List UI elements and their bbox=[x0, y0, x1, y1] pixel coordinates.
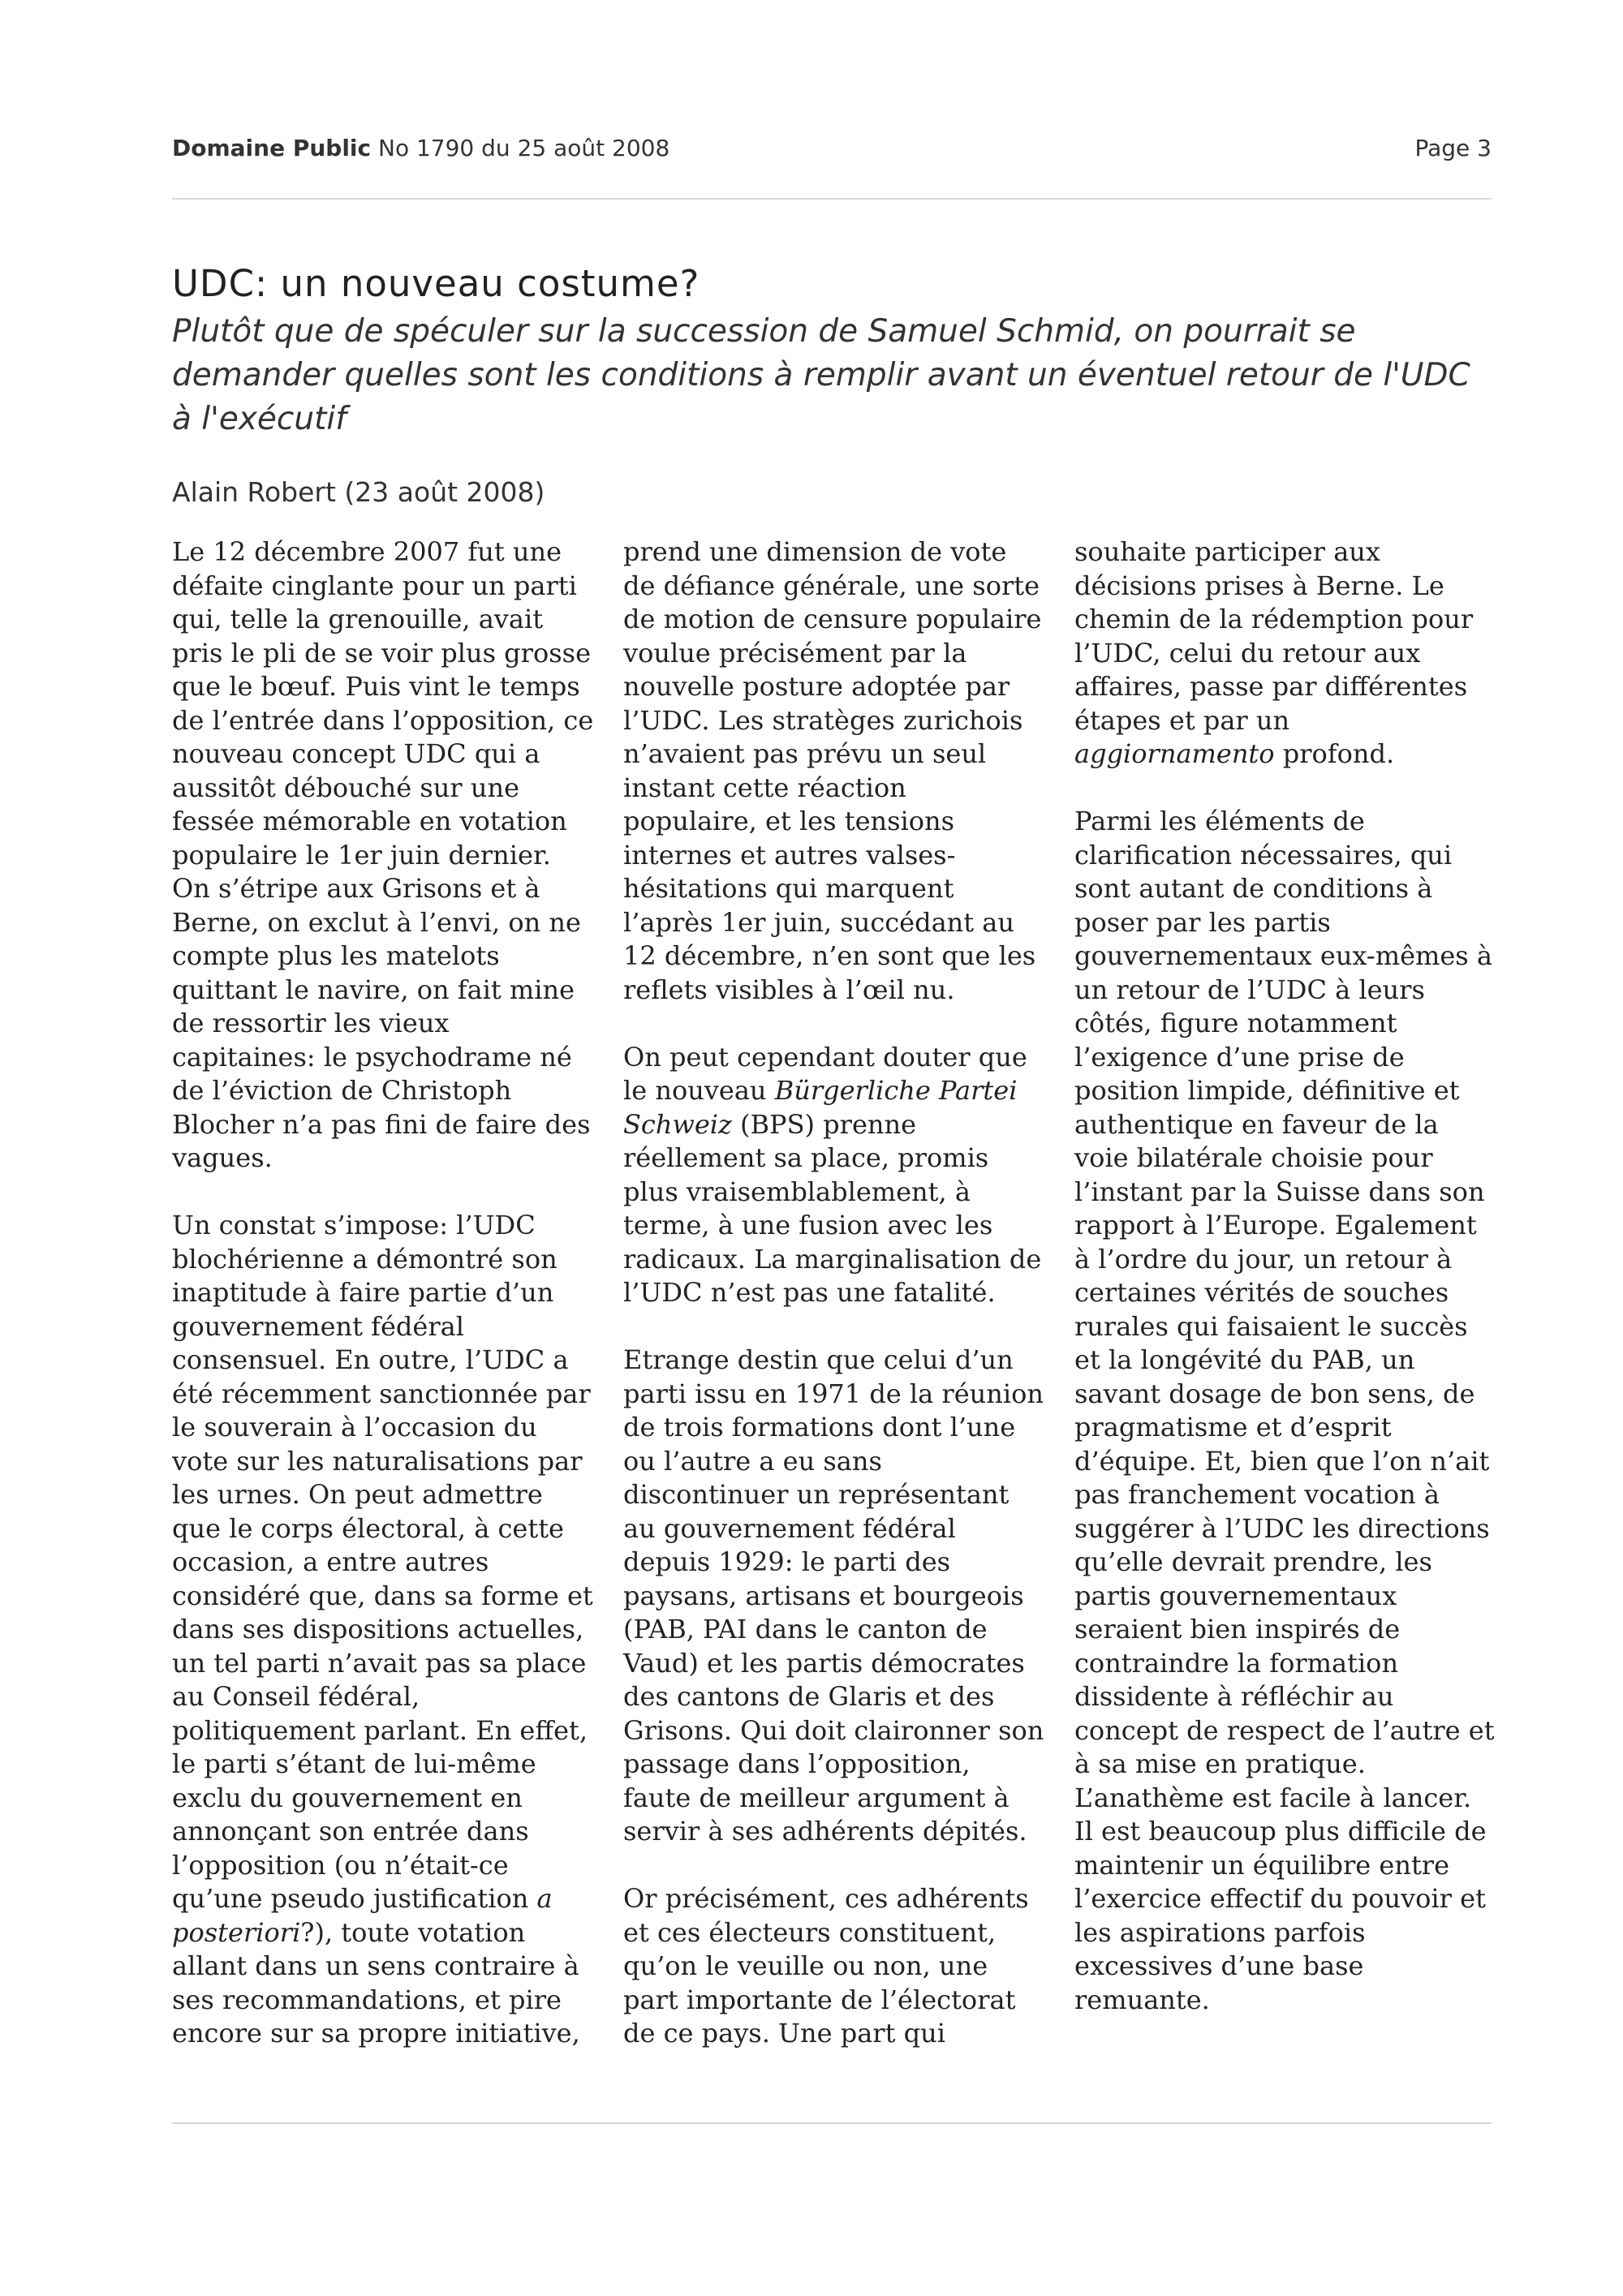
paragraph-text: On peut cependant douter que le nouveau bbox=[623, 1041, 1027, 1106]
article-body bbox=[172, 535, 1495, 2077]
italic-phrase: aggiornamento bbox=[1074, 738, 1275, 769]
issue-info: No 1790 du 25 août 2008 bbox=[378, 135, 670, 161]
paragraph-text: profond. bbox=[1282, 738, 1395, 769]
italic-phrase: a posteriori bbox=[172, 1883, 553, 1948]
publication-name: Domaine Public bbox=[172, 135, 372, 161]
italic-phrase: Bürgerliche Partei Schweiz bbox=[623, 1075, 1018, 1140]
paragraph: Le 12 décembre 2007 fut une défaite cinglante pour un parti qui, telle la grenouille, avait pris le pli de se voir plus grosse que le bœuf. Puis vint le temps de l’entrée dans l’opposition, ce nouveau concept UDC qui a aussitôt débouché sur une fessée mémorable en votation populaire le 1er juin dernier. On s’étripe aux Grisons et à Berne, on exclut à l’envi, on ne compte plus les matelots quittant le navire, on fait mine de ressortir les vieux capitaines: le psychodrame né de l’éviction de Christoph Blocher n’a pas fini de faire des vagues. bbox=[172, 536, 594, 1173]
paragraph-text: souhaite participer aux décisions prises à Berne. Le chemin de la rédemption pour l’UDC, celui du retour aux affaires, passe par différentes étapes et par un bbox=[1074, 536, 1474, 736]
page-header bbox=[172, 135, 1492, 167]
paragraph-text: ?), toute votation allant dans un sens contraire à ses recommandations, et pire encore sur sa propre initiative, bbox=[172, 1916, 580, 2049]
paragraph bbox=[623, 1041, 1045, 1310]
paragraph: Etrange destin que celui d’un parti issu en 1971 de la réunion de trois formations dont l’une ou l’autre a eu sans discontinuer un représentant au gouvernement fédéral depuis 1929: le parti des paysans, artisans et bourgeois (PAB, PAI dans le canton de Vaud) et les partis démocrates des cantons de Glaris et des Grisons. Qui doit claironner son passage dans l’opposition, faute de meilleur argument à servir à ses adhérents dépités. bbox=[623, 1344, 1044, 1847]
header-divider bbox=[172, 198, 1492, 200]
text-column-1 bbox=[172, 535, 594, 2051]
document-page bbox=[172, 0, 1495, 2296]
footer-divider bbox=[172, 2122, 1492, 2124]
paragraph: Or précisément, ces adhérents et ces électeurs constituent, qu’on le veuille ou non, une part importante de l’électorat de ce pays. Une part qui bbox=[623, 1883, 1029, 2049]
paragraph-text: Un constat s’impose: l’UDC blochérienne a démontré son inaptitude à faire partie d’un gouvernement fédéral consensuel. En outre, l’UDC a été récemment sanctionnée par le souverain à l’occasion du vote sur les naturalisations par les urnes. On peut admettre que le corps électoral, à cette occasion, a entre autres considéré que, dans sa forme et dans ses dispositions actuelles, un tel parti n’avait pas sa place au Conseil fédéral, politiquement parlant. En effet, le parti s’étant de lui-même exclu du gouvernement en annonçant son entrée dans l’opposition (ou n’était-ce qu’une pseudo justification bbox=[172, 1210, 593, 1914]
paragraph: prend une dimension de vote de défiance générale, une sorte de motion de censure populaire voulue précisément par la nouvelle posture adoptée par l’UDC. Les stratèges zurichois n’avaient pas prévu un seul instant cette réaction populaire, et les tensions internes et autres valses-hésitations qui marquent l’après 1er juin, succédant au 12 décembre, n’en sont que les reflets visibles à l’œil nu. bbox=[623, 536, 1042, 1005]
paragraph bbox=[172, 1209, 594, 2051]
text-column-3 bbox=[1074, 535, 1496, 2017]
page-number: Page 3 bbox=[1414, 135, 1492, 161]
text-column-2 bbox=[623, 535, 1045, 2051]
article-byline: Alain Robert (23 août 2008) bbox=[172, 476, 545, 508]
article-title: UDC: un nouveau costume? bbox=[172, 262, 700, 305]
article-subtitle: Plutôt que de spéculer sur la succession de Samuel Schmid, on pourrait se demander quelles sont les conditions à remplir avant un éventuel retour de l'UDC à l'exécutif bbox=[172, 313, 1470, 437]
paragraph-text: (BPS) prenne réellement sa place, promis plus vraisemblablement, à terme, à une fusion avec les radicaux. La marginalisation de l’UDC n’est pas une fatalité. bbox=[623, 1108, 1042, 1308]
paragraph bbox=[1074, 535, 1496, 772]
paragraph: Parmi les éléments de clarification nécessaires, qui sont autant de conditions à poser par les partis gouvernementaux eux-mêmes à un retour de l’UDC à leurs côtés, figure notamment l’exigence d’une prise de position limpide, définitive et authentique en faveur de la voie bilatérale choisie pour l’instant par la Suisse dans son rapport à l’Europe. Egalement à l’ordre du jour, un retour à certaines vérités de souches rurales qui faisaient le succès et la longévité du PAB, un savant dosage de bon sens, de pragmatisme et d’esprit d’équipe. Et, bien que l’on n’ait pas franchement vocation à suggérer à l’UDC les directions qu’elle devrait prendre, les partis gouvernementaux seraient bien inspirés de contraindre la formation dissidente à réfléchir au concept de respect de l’autre et à sa mise en pratique. L’anathème est facile à lancer. Il est beaucoup plus difficile de maintenir un équilibre entre l’exercice effectif du pouvoir et les aspirations parfois excessives d’une base remuante. bbox=[1074, 806, 1495, 2015]
